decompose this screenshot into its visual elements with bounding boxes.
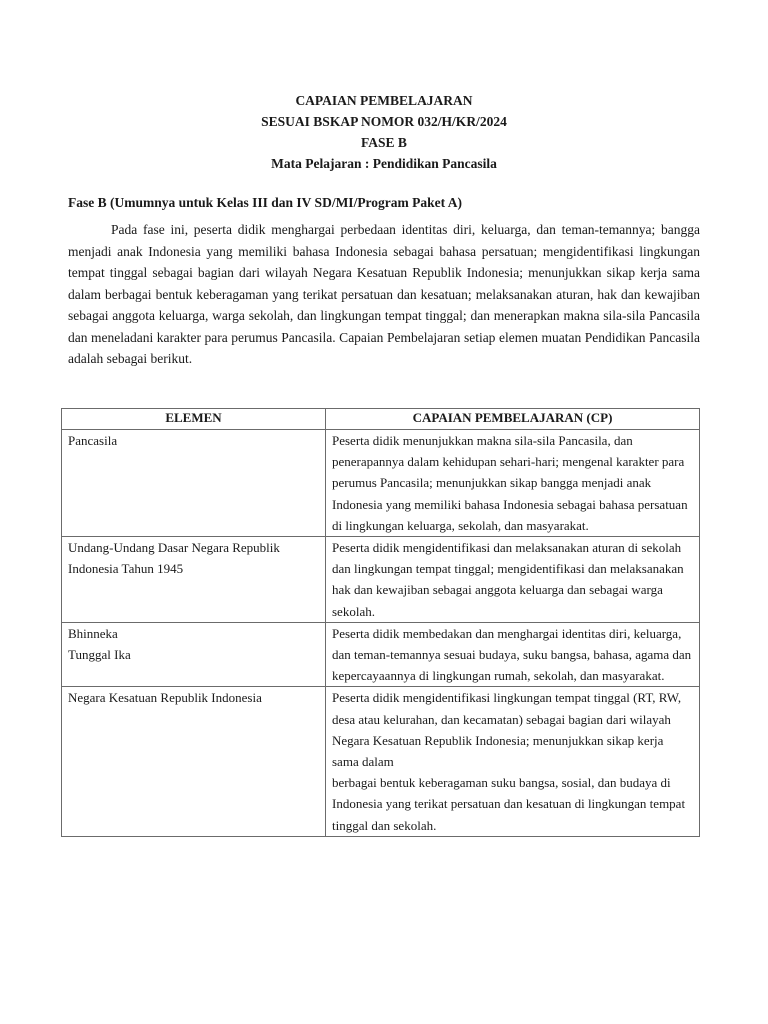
cp-cell	[326, 622, 700, 687]
cp-text: kepercayaannya di lingkungan rumah, sekolah, dan masyarakat.	[332, 668, 665, 684]
elemen-text: Pancasila	[68, 433, 118, 448]
elemen-text: Bhinneka	[68, 625, 118, 641]
elemen-text: Negara Kesatuan Republik Indonesia	[68, 690, 262, 706]
header-cp: CAPAIAN PEMBELAJARAN (CP)	[326, 409, 700, 430]
header-elemen: ELEMEN	[62, 409, 326, 430]
cp-text: Peserta didik mengidentifikasi lingkungan tempat tinggal (RT, RW, desa atau kelurahan, dan kecamatan) sebagai bagian dari wilayah Negara Kesatuan Republik Indonesia; menunjukkan sikap kerja sama dalam	[332, 690, 682, 770]
cp-table	[61, 408, 700, 837]
cp-cell	[326, 537, 700, 623]
table-row	[62, 537, 700, 623]
elemen-cell	[62, 537, 326, 623]
table-row	[62, 430, 700, 537]
cp-text: Peserta didik mengidentifikasi dan melaksanakan aturan di sekolah dan lingkungan tempat tinggal; mengidentifikasi dan melaksanakan hak dan kewajiban sebagai anggota keluarga dan sebagai warga sekolah.	[332, 540, 684, 619]
table-row	[62, 622, 700, 687]
cp-cell	[326, 430, 700, 537]
elemen-cell	[62, 622, 326, 687]
elemen-text: Undang-Undang Dasar Negara Republik Indonesia Tahun 1945	[68, 540, 280, 577]
cp-text: Peserta didik membedakan dan menghargai identitas diri, keluarga, dan teman-temannya sesuai budaya, suku bangsa, bahasa, agama dan	[332, 625, 692, 663]
elemen-text: Tunggal Ika	[68, 647, 131, 663]
table-header-row	[62, 409, 700, 430]
heading-line-3: FASE B	[361, 135, 407, 150]
elemen-cell	[62, 687, 326, 836]
heading-line-2: SESUAI BSKAP NOMOR 032/H/KR/2024	[261, 114, 507, 129]
intro-paragraph: Pada fase ini, peserta didik menghargai perbedaan identitas diri, keluarga, dan teman-temannya; bangga menjadi anak Indonesia yang memiliki bahasa Indonesia sebagai bahasa persatuan; mengidentifikasi lingkungan tempat tinggal sebagai bagian dari wilayah Negara Kesatuan Republik Indonesia; menunjukkan sikap kerja sama dalam berbagai bentuk keberagaman yang terikat persatuan dan kesatuan; melaksanakan aturan, hak dan kewajiban sebagai anggota keluarga, warga sekolah, dan lingkungan tempat tinggal; dan menerapkan makna sila-sila Pancasila dan meneladani karakter para perumus Pancasila. Capaian Pembelajaran setiap elemen muatan Pendidikan Pancasila adalah sebagai berikut.	[68, 222, 700, 366]
document-heading	[0, 90, 768, 174]
cp-text: berbagai bentuk keberagaman suku bangsa, sosial, dan budaya di Indonesia yang terikat persatuan dan kesatuan di lingkungan tempat tinggal dan sekolah.	[332, 775, 686, 833]
cp-cell	[326, 687, 700, 836]
table-row	[62, 687, 700, 836]
cp-text: Peserta didik menunjukkan makna sila-sila Pancasila, dan penerapannya dalam kehidupan sehari-hari; mengenal karakter para perumus Pancasila; menunjukkan sikap bangga menjadi anak Indonesia yang memiliki bahasa Indonesia sebagai bahasa persatuan di lingkungan keluarga, sekolah, dan masyarakat.	[332, 433, 688, 533]
section-title: Fase B (Umumnya untuk Kelas III dan IV SD/MI/Program Paket A)	[68, 195, 463, 210]
elemen-cell	[62, 430, 326, 537]
heading-line-1: CAPAIAN PEMBELAJARAN	[295, 93, 473, 108]
heading-line-4: Mata Pelajaran : Pendidikan Pancasila	[271, 156, 497, 171]
